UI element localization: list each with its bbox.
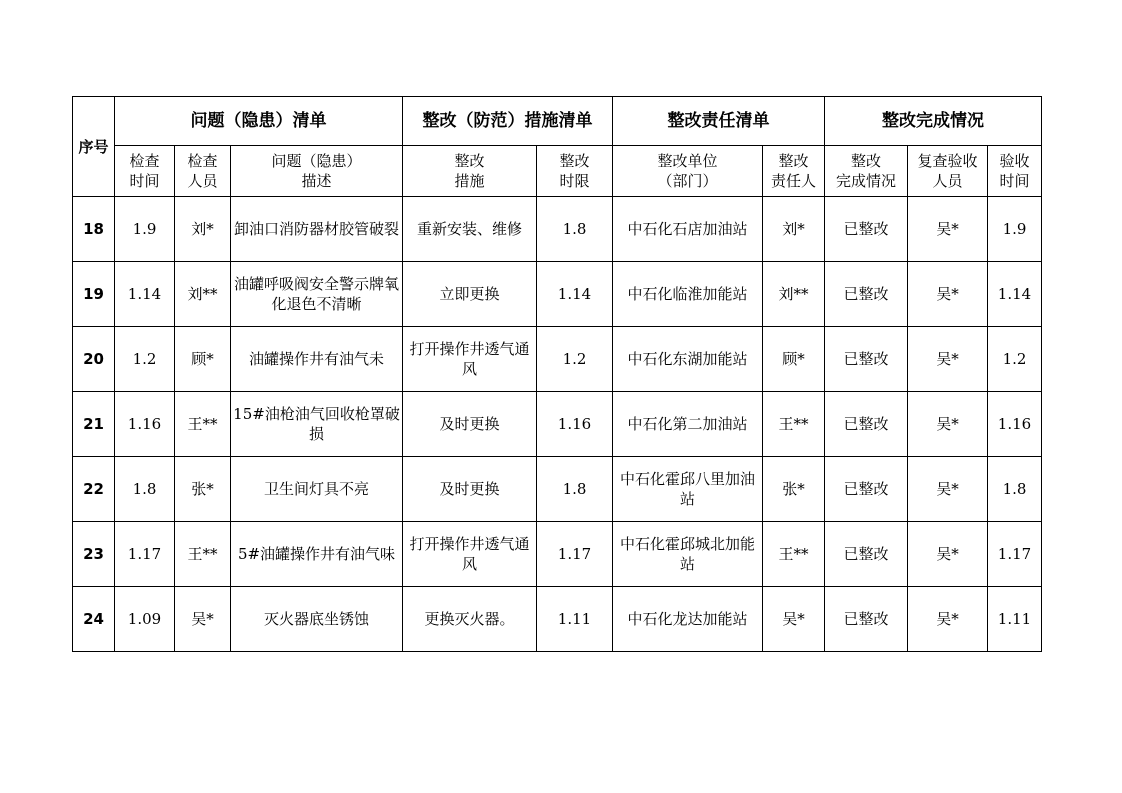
- table-row: [73, 392, 1042, 457]
- issue-description-cell: 15#油枪油气回收枪罩破损: [231, 392, 403, 457]
- measure-cell: 立即更换: [403, 262, 537, 327]
- row-number: 23: [73, 522, 115, 587]
- inspector-cell: 顾*: [175, 327, 231, 392]
- measure-cell: 重新安装、维修: [403, 197, 537, 262]
- check-time-cell: 1.8: [115, 457, 175, 522]
- deadline-cell: 1.8: [537, 457, 613, 522]
- unit-cell: 中石化第二加油站: [613, 392, 763, 457]
- inspector-cell: 吴*: [175, 587, 231, 652]
- reviewer-header: 复查验收 人员: [908, 146, 988, 197]
- unit-cell: 中石化东湖加能站: [613, 327, 763, 392]
- status-cell: 已整改: [825, 197, 908, 262]
- reviewer-cell: 吴*: [908, 457, 988, 522]
- status-cell: 已整改: [825, 587, 908, 652]
- unit-cell: 中石化霍邱八里加油站: [613, 457, 763, 522]
- deadline-cell: 1.2: [537, 327, 613, 392]
- inspector-cell: 刘*: [175, 197, 231, 262]
- owner-cell: 吴*: [763, 587, 825, 652]
- reviewer-cell: 吴*: [908, 262, 988, 327]
- check-time-cell: 1.2: [115, 327, 175, 392]
- status-header: 整改 完成情况: [825, 146, 908, 197]
- status-cell: 已整改: [825, 457, 908, 522]
- owner-cell: 顾*: [763, 327, 825, 392]
- reviewer-cell: 吴*: [908, 392, 988, 457]
- owner-cell: 刘**: [763, 262, 825, 327]
- unit-header: 整改单位 （部门）: [613, 146, 763, 197]
- issue-description-header: 问题（隐患） 描述: [231, 146, 403, 197]
- table-header: [73, 97, 1042, 197]
- inspector-cell: 王**: [175, 392, 231, 457]
- inspector-cell: 刘**: [175, 262, 231, 327]
- table-row: [73, 327, 1042, 392]
- completion-header: 整改完成情况: [825, 97, 1042, 146]
- measure-header: 整改 措施: [403, 146, 537, 197]
- row-number: 19: [73, 262, 115, 327]
- accept-time-cell: 1.11: [988, 587, 1042, 652]
- status-cell: 已整改: [825, 522, 908, 587]
- measure-cell: 及时更换: [403, 457, 537, 522]
- accept-time-cell: 1.9: [988, 197, 1042, 262]
- row-number: 22: [73, 457, 115, 522]
- measure-cell: 及时更换: [403, 392, 537, 457]
- accept-time-cell: 1.8: [988, 457, 1042, 522]
- check-time-cell: 1.09: [115, 587, 175, 652]
- table-row: [73, 457, 1042, 522]
- deadline-cell: 1.16: [537, 392, 613, 457]
- group-header-row: [73, 97, 1042, 146]
- seq-header: 序号: [73, 97, 115, 197]
- inspector-cell: 王**: [175, 522, 231, 587]
- unit-cell: 中石化龙达加能站: [613, 587, 763, 652]
- status-cell: 已整改: [825, 327, 908, 392]
- unit-cell: 中石化石店加油站: [613, 197, 763, 262]
- check-time-cell: 1.16: [115, 392, 175, 457]
- unit-cell: 中石化临淮加能站: [613, 262, 763, 327]
- issue-list-header: 问题（隐患）清单: [115, 97, 403, 146]
- unit-cell: 中石化霍邱城北加能站: [613, 522, 763, 587]
- check-time-header: 检查 时间: [115, 146, 175, 197]
- measure-cell: 更换灭火器。: [403, 587, 537, 652]
- responsibility-list-header: 整改责任清单: [613, 97, 825, 146]
- reviewer-cell: 吴*: [908, 587, 988, 652]
- issue-description-cell: 5#油罐操作井有油气味: [231, 522, 403, 587]
- inspector-header: 检查 人员: [175, 146, 231, 197]
- status-cell: 已整改: [825, 262, 908, 327]
- issue-description-cell: 油罐呼吸阀安全警示牌氧化退色不清晰: [231, 262, 403, 327]
- row-number: 21: [73, 392, 115, 457]
- issue-description-cell: 卫生间灯具不亮: [231, 457, 403, 522]
- sub-header-row: [73, 146, 1042, 197]
- table-row: [73, 262, 1042, 327]
- owner-cell: 刘*: [763, 197, 825, 262]
- deadline-cell: 1.11: [537, 587, 613, 652]
- row-number: 24: [73, 587, 115, 652]
- measure-cell: 打开操作井透气通风: [403, 522, 537, 587]
- table-row: [73, 197, 1042, 262]
- table-row: [73, 587, 1042, 652]
- check-time-cell: 1.17: [115, 522, 175, 587]
- check-time-cell: 1.14: [115, 262, 175, 327]
- deadline-header: 整改 时限: [537, 146, 613, 197]
- deadline-cell: 1.17: [537, 522, 613, 587]
- accept-time-cell: 1.2: [988, 327, 1042, 392]
- check-time-cell: 1.9: [115, 197, 175, 262]
- accept-time-cell: 1.17: [988, 522, 1042, 587]
- reviewer-cell: 吴*: [908, 522, 988, 587]
- owner-cell: 王**: [763, 522, 825, 587]
- accept-time-cell: 1.16: [988, 392, 1042, 457]
- owner-cell: 王**: [763, 392, 825, 457]
- status-cell: 已整改: [825, 392, 908, 457]
- rectification-table: [72, 96, 1042, 652]
- inspector-cell: 张*: [175, 457, 231, 522]
- owner-cell: 张*: [763, 457, 825, 522]
- accept-time-cell: 1.14: [988, 262, 1042, 327]
- measure-cell: 打开操作井透气通风: [403, 327, 537, 392]
- deadline-cell: 1.14: [537, 262, 613, 327]
- table-body: [73, 197, 1042, 652]
- accept-time-header: 验收 时间: [988, 146, 1042, 197]
- issue-description-cell: 卸油口消防器材胶管破裂: [231, 197, 403, 262]
- row-number: 20: [73, 327, 115, 392]
- owner-header: 整改 责任人: [763, 146, 825, 197]
- deadline-cell: 1.8: [537, 197, 613, 262]
- reviewer-cell: 吴*: [908, 327, 988, 392]
- row-number: 18: [73, 197, 115, 262]
- reviewer-cell: 吴*: [908, 197, 988, 262]
- issue-description-cell: 油罐操作井有油气未: [231, 327, 403, 392]
- issue-description-cell: 灭火器底坐锈蚀: [231, 587, 403, 652]
- measure-list-header: 整改（防范）措施清单: [403, 97, 613, 146]
- table-row: [73, 522, 1042, 587]
